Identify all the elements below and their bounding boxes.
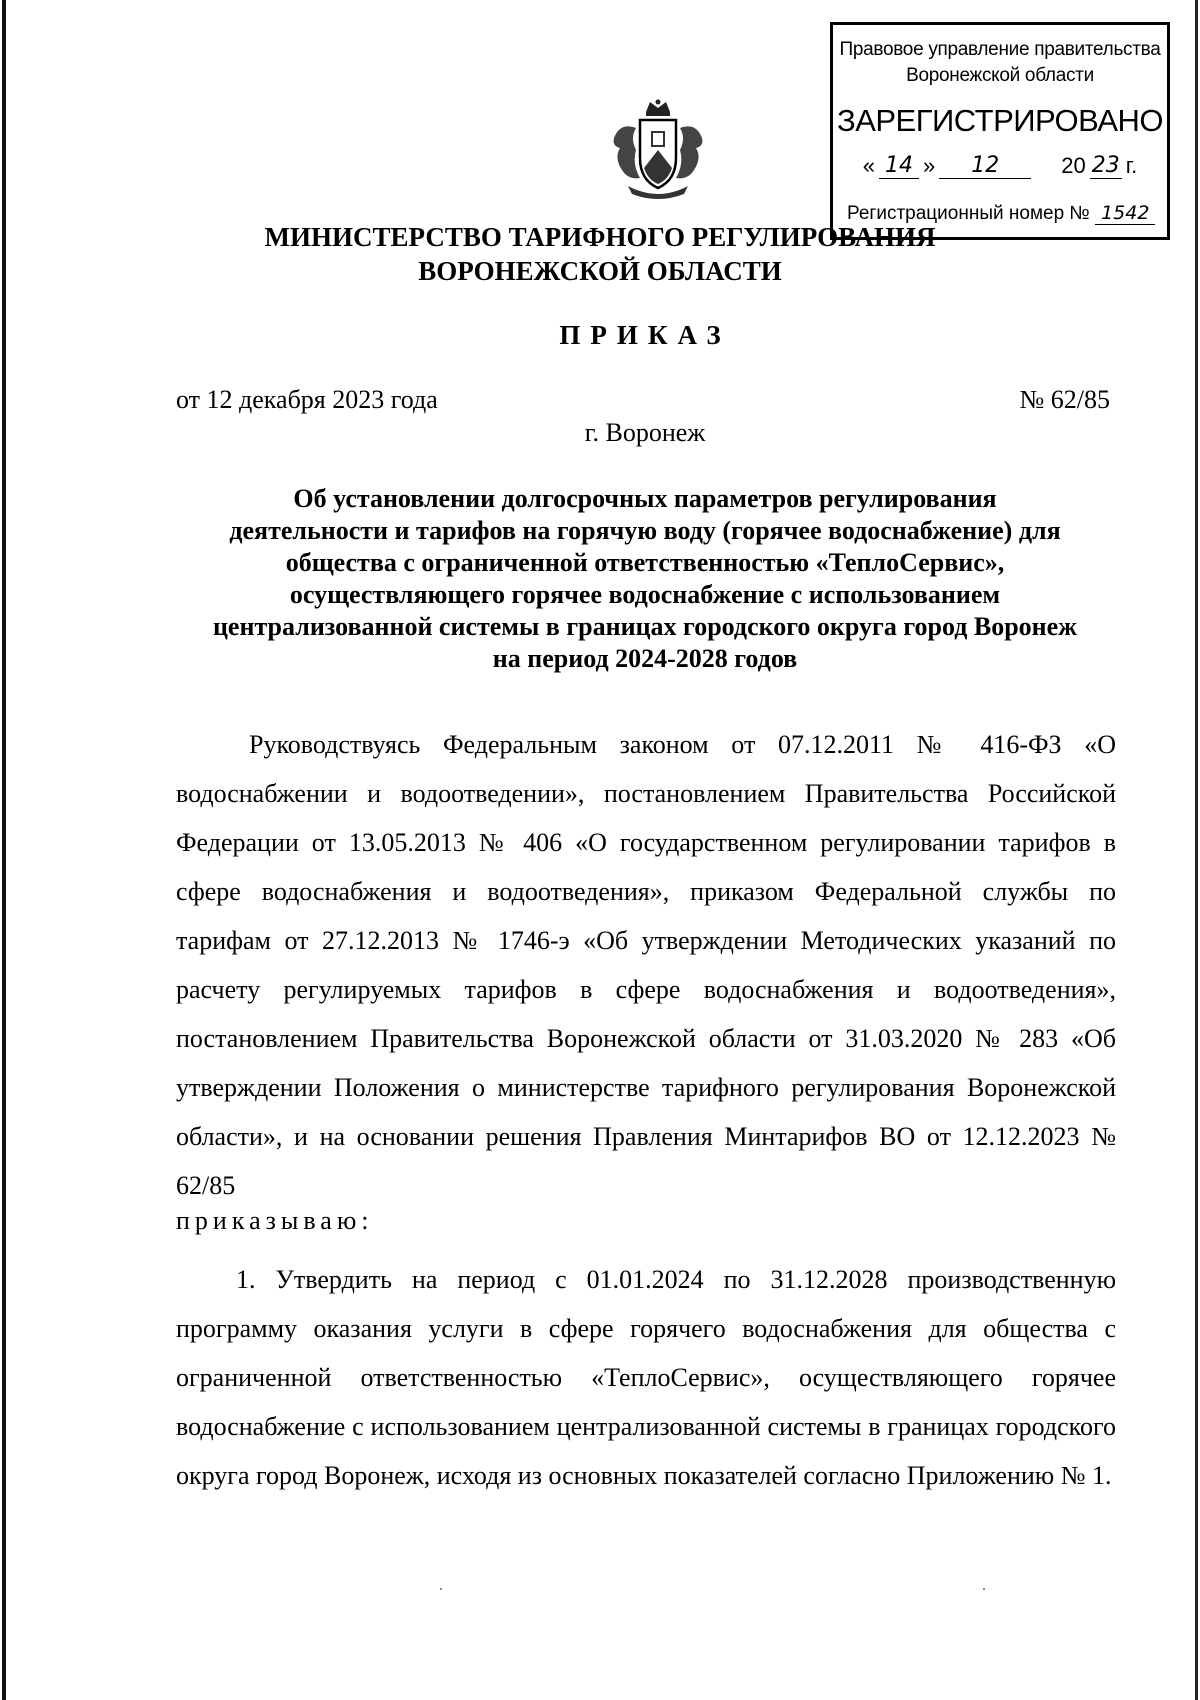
order-date: от 12 декабря 2023 года: [176, 385, 438, 414]
scan-speck: [983, 1588, 985, 1590]
title-line: осуществляющего горячее водоснабжение с использованием: [289, 580, 1001, 609]
stamp-org-line2: Воронежской области: [906, 65, 1094, 86]
stamp-date-month: 12: [939, 153, 1031, 179]
scan-speck: [440, 1588, 442, 1590]
order-city: г. Воронеж: [584, 418, 706, 447]
title-line: на период 2024-2028 годов: [492, 644, 798, 673]
stamp-date-year-suffix: г.: [1125, 153, 1138, 178]
title-line: Об установлении долгосрочных параметров регулирования: [293, 484, 997, 513]
preamble-paragraph: Руководствуясь Федеральным законом от 07.12.2011 № 416-ФЗ «О водоснабжении и водоотведении», постановлением Правительства Российской Федерации от 13.05.2013 № 406 «О государственном регулировании тарифов в сфере водоснабжения и водоотведения», приказом Федеральной службы по тарифам от 27.12.2013 № 1746-э «Об утверждении Методических указаний по расчету регулируемых тарифов в сфере водоснабжения и водоотведения», постановлением Правительства Воронежской области от 31.03.2020 № 283 «Об утверждении Положения о министерстве тарифного регулирования Воронежской области», и на основании решения Правления Минтарифов ВО от 12.12.2023 № 62/85: [176, 730, 1116, 1200]
title-line: централизованной системы в границах городского округа город Воронеж: [212, 612, 1078, 641]
coat-of-arms-icon: [606, 98, 710, 202]
order-number: № 62/85: [1019, 385, 1110, 414]
order-heading: ПРИКАЗ: [559, 320, 731, 350]
stamp-title: ЗАРЕГИСТРИРОВАНО: [836, 103, 1163, 138]
stamp-date-year-prefix: 20: [1061, 153, 1086, 178]
ministry-line2: ВОРОНЕЖСКОЙ ОБЛАСТИ: [418, 256, 782, 286]
stamp-reg-number: 1542: [1095, 202, 1155, 225]
ministry-line1: МИНИСТЕРСТВО ТАРИФНОГО РЕГУЛИРОВАНИЯ: [264, 222, 936, 252]
stamp-date-day: 14: [879, 153, 919, 179]
stamp-date: « 14 » 12 20 23 г.: [862, 153, 1138, 178]
stamp-org-line1: Правовое управление правительства: [839, 39, 1161, 60]
title-line: деятельности и тарифов на горячую воду (горячее водоснабжение) для: [229, 516, 1061, 545]
document-title: [170, 483, 1120, 675]
registration-stamp: [830, 22, 1170, 240]
stamp-organization: [833, 37, 1167, 89]
stamp-reg-label: Регистрационный номер №: [847, 203, 1090, 224]
item-1-paragraph: 1. Утвердить на период с 01.01.2024 по 31.12.2028 производственную программу оказания услуги в сфере горячего водоснабжения для общества с ограниченной ответственностью «ТеплоСервис», осуществляющего горячее водоснабжение с использованием централизованной системы в границах городского округа город Воронеж, исходя из основных показателей согласно Приложению № 1.: [176, 1265, 1116, 1490]
order-verb: приказываю:: [176, 1206, 374, 1235]
title-line: общества с ограниченной ответственностью «ТеплоСервис»,: [285, 548, 1005, 577]
ministry-name: [0, 220, 1200, 288]
stamp-date-year: 23: [1091, 153, 1120, 178]
